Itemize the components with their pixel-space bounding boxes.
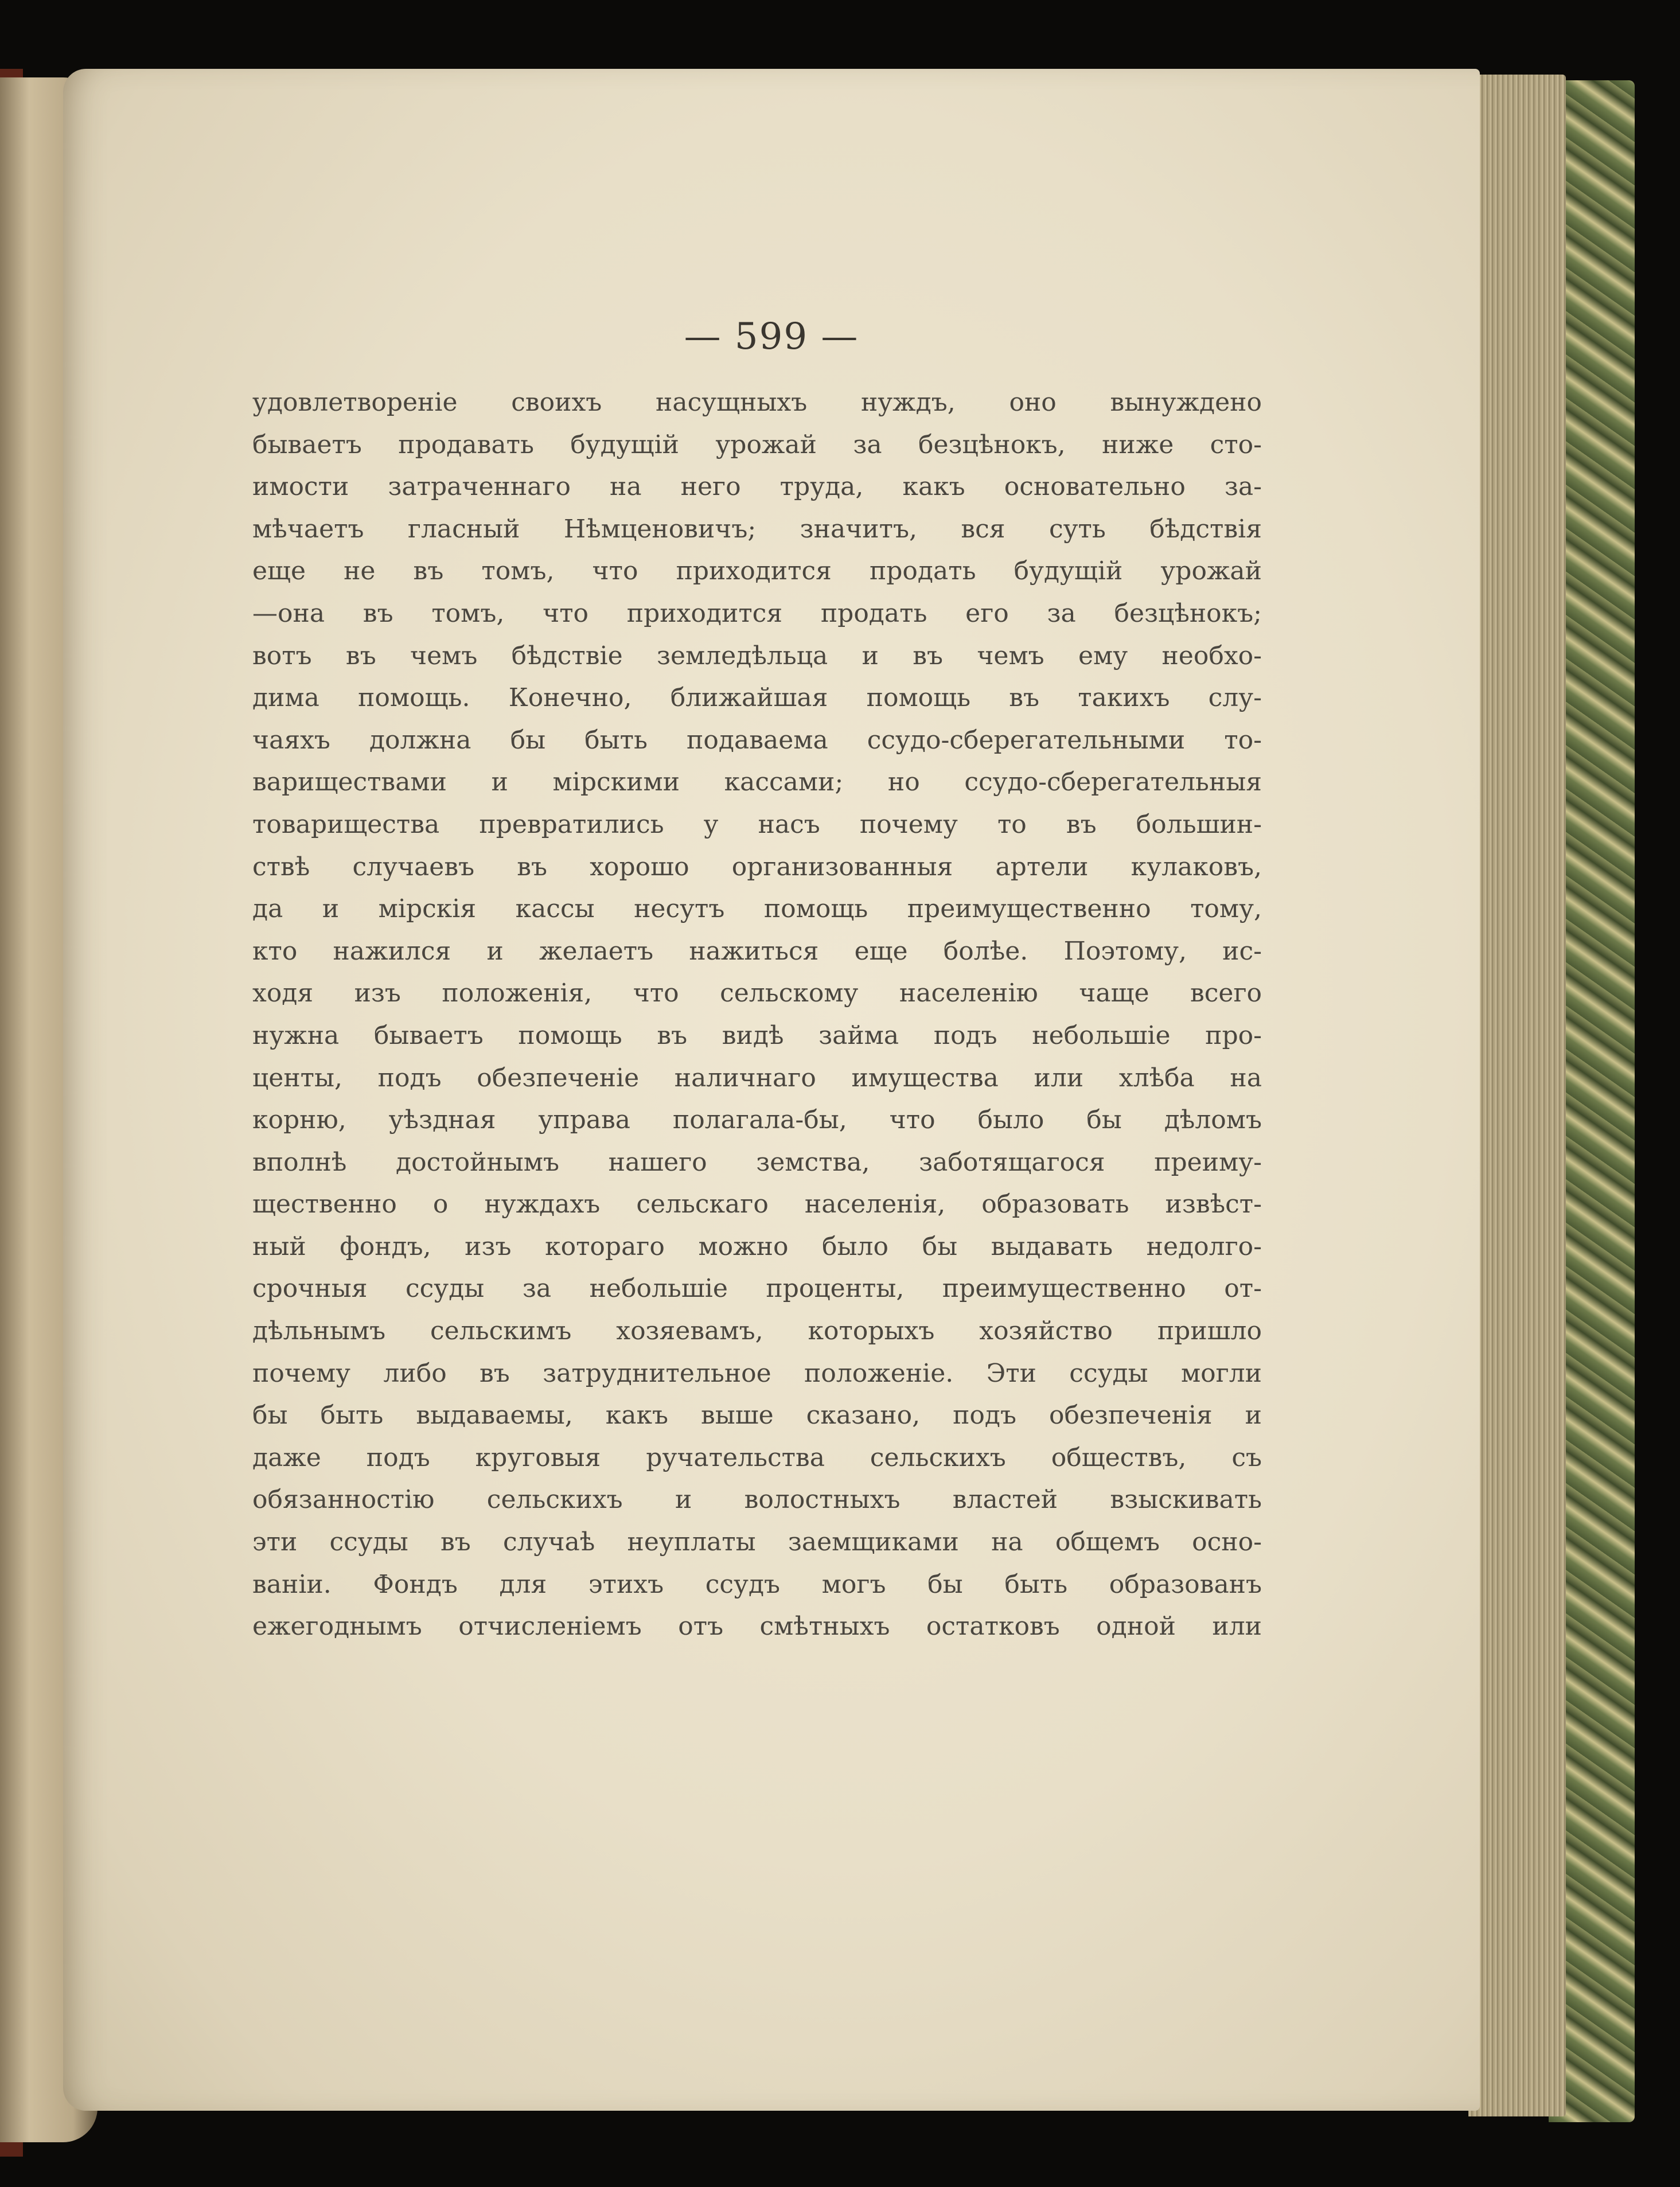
- text-line: дѣльнымъ сельскимъ хозяевамъ, которыхъ хозяйство пришло: [252, 1316, 1262, 1346]
- book-page: [63, 69, 1480, 2111]
- text-line: почему либо въ затруднительное положеніе. Эти ссуды могли: [252, 1358, 1262, 1388]
- text-line: обязанностію сельскихъ и волостныхъ властей взыскивать: [252, 1485, 1262, 1515]
- text-line: дима помощь. Конечно, ближайшая помощь въ такихъ слу-: [252, 683, 1262, 713]
- text-line: да и мірскія кассы несутъ помощь преимущественно тому,: [252, 894, 1262, 924]
- text-line: щественно о нуждахъ сельскаго населенія, образовать извѣст-: [252, 1190, 1262, 1219]
- text-line: чаяхъ должна бы быть подаваема ссудо-сберегательными то-: [252, 725, 1262, 755]
- text-line: —она въ томъ, что приходится продать его за безцѣнокъ;: [252, 598, 1262, 628]
- text-line: кто нажился и желаетъ нажиться еще болѣе. Поэтому, ис-: [252, 936, 1262, 966]
- text-line: ходя изъ положенія, что сельскому населенію чаще всего: [252, 979, 1262, 1008]
- text-line: бы быть выдаваемы, какъ выше сказано, подъ обезпеченія и: [252, 1401, 1262, 1430]
- text-line: ный фондъ, изъ котораго можно было бы выдавать недолго-: [252, 1231, 1262, 1261]
- text-line: товарищества превратились у насъ почему то въ большин-: [252, 809, 1262, 839]
- text-line: нужна бываетъ помощь въ видѣ займа подъ небольшіе про-: [252, 1020, 1262, 1050]
- text-line: ваніи. Фондъ для этихъ ссудъ могъ бы быть образованъ: [252, 1569, 1262, 1599]
- text-line: бываетъ продавать будущій урожай за безцѣнокъ, ниже сто-: [252, 430, 1262, 459]
- page-edges: [1468, 75, 1566, 2116]
- text-line: срочныя ссуды за небольшіе проценты, преимущественно от-: [252, 1274, 1262, 1304]
- page-body: [252, 381, 1262, 1648]
- text-line: вотъ въ чемъ бѣдствіе земледѣльца и въ чемъ ему необхо-: [252, 641, 1262, 670]
- text-line: удовлетвореніе своихъ насущныхъ нуждъ, оно вынуждено: [252, 388, 1262, 417]
- text-line: эти ссуды въ случаѣ неуплаты заемщиками на общемъ осно-: [252, 1527, 1262, 1557]
- text-line: даже подъ круговыя ручательства сельскихъ обществъ, съ: [252, 1443, 1262, 1472]
- page-number: — 599 —: [684, 315, 859, 358]
- text-line: ствѣ случаевъ въ хорошо организованныя артели кулаковъ,: [252, 852, 1262, 882]
- text-line: ежегоднымъ отчисленіемъ отъ смѣтныхъ остатковъ одной или: [252, 1612, 1262, 1642]
- text-line: вполнѣ достойнымъ нашего земства, заботящагося преиму-: [252, 1147, 1262, 1177]
- text-line: имости затраченнаго на него труда, какъ основательно за-: [252, 472, 1262, 502]
- text-line: еще не въ томъ, что приходится продать будущій урожай: [252, 556, 1262, 586]
- text-line: мѣчаетъ гласный Нѣмценовичъ; значитъ, вся суть бѣдствія: [252, 514, 1262, 544]
- text-line: корню, уѣздная управа полагала-бы, что было бы дѣломъ: [252, 1105, 1262, 1135]
- text-line: центы, подъ обезпеченіе наличнаго имущества или хлѣба на: [252, 1063, 1262, 1093]
- text-line: вариществами и мірскими кассами; но ссудо-сберегательныя: [252, 767, 1262, 797]
